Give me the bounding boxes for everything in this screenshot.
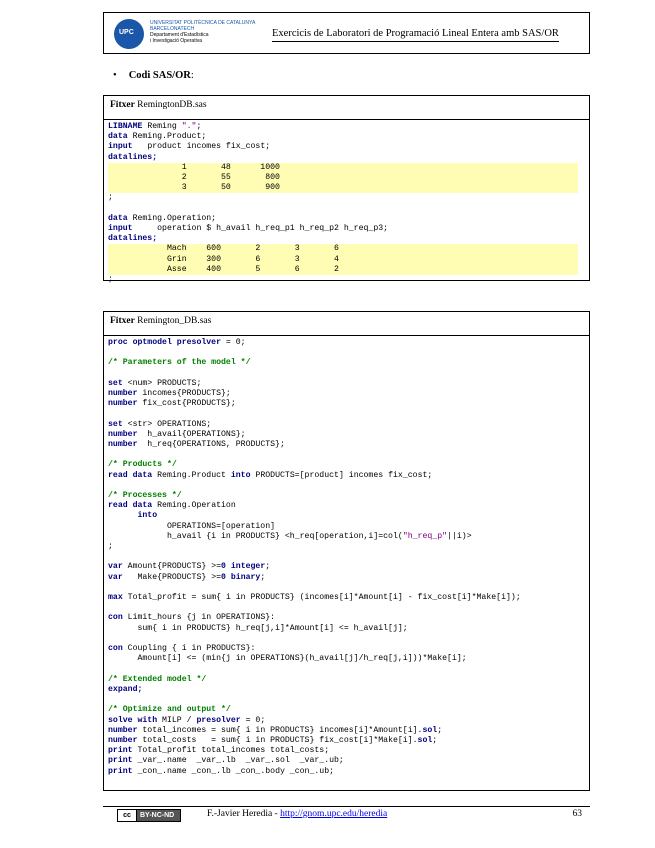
code-block: LIBNAME Reming "."; data Reming.Product; input product incomes fix_cost; datalines; 1 48 1000 2 55 800 3 50 900 ; data Reming.Operation; input operation $ h_avail h_req_p1 h_req_p2 h_req_p3; datalines; Mach 600 2 3 6 Grin 300 6 3 4 Asse 400 5 6 2 ; — [104, 120, 589, 287]
code-box-remington-db — [103, 311, 590, 791]
upc-logo — [114, 19, 272, 49]
data-row: 3 50 900 — [108, 183, 578, 193]
code-box-remingtondb — [103, 95, 590, 285]
data-row: Mach 600 2 3 6 — [108, 244, 578, 254]
data-row: 2 55 800 — [108, 173, 578, 183]
data-row: Grin 300 6 3 4 — [108, 255, 578, 265]
data-row: 1 48 1000 — [108, 163, 578, 173]
author-credit: F.-Javier Heredia - http://gnom.upc.edu/heredia — [207, 809, 388, 819]
upc-logo-icon: UPC — [114, 19, 144, 49]
data-row: Asse 400 5 6 2 — [108, 265, 578, 275]
page-footer — [103, 806, 590, 821]
box-header: Fitxer Remington_DB.sas — [104, 312, 589, 336]
logo-text: UNIVERSITAT POLITÈCNICA DE CATALUNYA BARCELONATECH Departament d'Estadística i Investigació Operativa — [150, 20, 256, 44]
author-url-link[interactable]: http://gnom.upc.edu/heredia — [280, 809, 388, 819]
header-title: Exercicis de Laboratori de Programació Lineal Entera amb SAS/OR — [272, 28, 559, 42]
section-heading: • Codi SAS/OR: — [113, 70, 194, 81]
page-number: 63 — [572, 809, 582, 819]
page-header — [103, 12, 590, 54]
box-header: Fitxer RemingtonDB.sas — [104, 96, 589, 120]
code-block: proc optmodel presolver = 0; /* Parameters of the model */ set <num> PRODUCTS; number incomes{PRODUCTS}; number fix_cost{PRODUCTS}; set <str> OPERATIONS; number h_avail{OPERATIONS}; number h_req{OPERATIONS, PRODUCTS}; /* Products */ read data Reming.Product into PRODUCTS=[product] incomes fix_cost; /* Processes */ read data Reming.Operation into OPERATIONS=[operation] h_avail {i in PRODUCTS} <h_req[operation,i]=col("h_req_p"||i)> ; var Amount{PRODUCTS} >=0 integer; var Make{PRODUCTS} >=0 binary; max Total_profit = sum{ i in PRODUCTS} (incomes[i]*Amount[i] - fix_cost[i]*Make[i]); con Limit_hours {j in OPERATIONS}: sum{ i in PRODUCTS} h_req[j,i]*Amount[i] <= h_avail[j]; con Coupling { i in PRODUCTS}: Amount[i] <= (min{j in OPERATIONS}(h_avail[j]/h_req[j,i]))*Make[i]; /* Extended model */ expand; /* Optimize and output */ solve with MILP / presolver = 0; number total_incomes = sum{ i in PRODUCTS} incomes[i]*Amount[i].sol; number total_costs = sum{ i in PRODUCTS} fix_cost[i]*Make[i].sol; print Total_profit total_incomes total_costs; print _var_.name _var_.lb _var_.sol _var_.ub; print _con_.name _con_.lb _con_.body _con_.ub; — [108, 338, 521, 776]
cc-license-badge: cc BY-NC-ND — [117, 809, 181, 822]
